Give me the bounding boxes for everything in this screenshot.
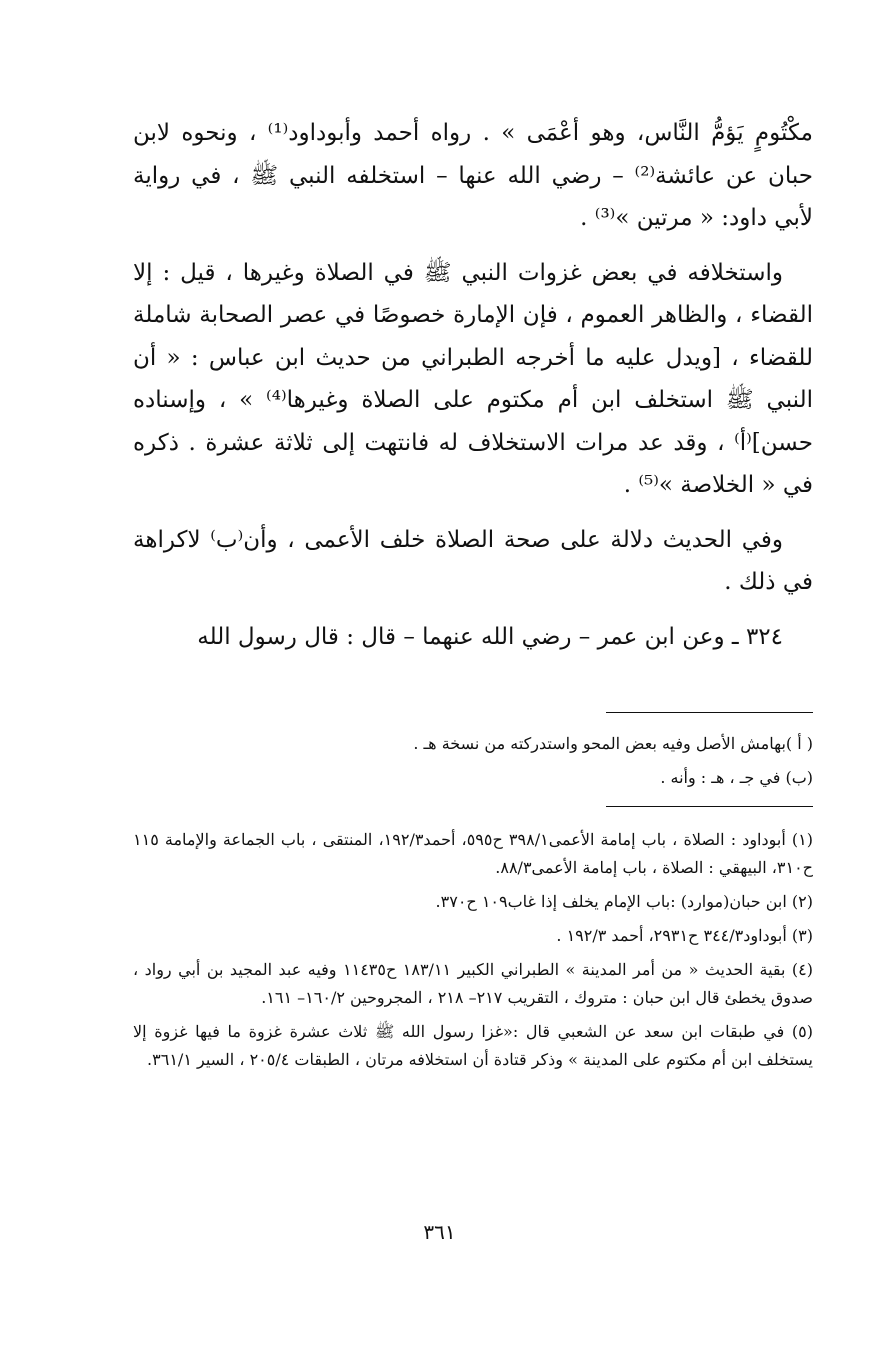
paragraph-istikhlaf: واستخلافه في بعض غزوات النبي ﷺ في الصلاة وغيرها ، قيل : إلا القضاء ، والظاهر العموم ، فإن الإمارة خصوصًا في عصر الصحابة شاملة للقضاء ، [ويدل عليه ما أخرجه الطبراني من حديث ابن عباس : « أن النبي ﷺ استخلف ابن أم مكتوم على الصلاة وغيرها⁽⁴⁾ » ، وإسناده حسن]⁽أ⁾ ، وقد عد مرات الاستخلاف له فانتهت إلى ثلاثة عشرة . ذكره في « الخلاصة »⁽⁵⁾ . bbox=[133, 259, 813, 498]
footnote-5: (٥) في طبقات ابن سعد عن الشعبي قال :«غزا رسول الله ﷺ ثلاث عشرة غزوة ما فيها غزوة إلا يستخلف ابن أم مكتوم على المدينة » وذكر قتادة أن استخلافه مرتان ، الطبقات ٢٠٥/٤ ، السير ٣٦١/١. bbox=[133, 1022, 813, 1069]
footnote-4: (٤) بقية الحديث « من أمر المدينة » الطبراني الكبير ١٨٣/١١ ح١١٤٣٥ وفيه عبد المجيد بن أبي رواد ، صدوق يخطئ قال ابن حبان : متروك ، التقريب ٢١٧– ٢١٨ ، المجروحين ١٦٠/٢– ١٦١. bbox=[133, 960, 813, 1007]
page-number: ٣٦١ bbox=[423, 1220, 456, 1244]
variant-note-a: ( أ )بهامش الأصل وفيه بعض المحو واستدركته من نسخة هـ . bbox=[413, 734, 813, 753]
footnotes bbox=[133, 826, 813, 1080]
footnote-3: (٣) أبوداود٣٤٤/٣ ح٢٩٣١، أحمد ١٩٢/٣ . bbox=[556, 926, 813, 945]
paragraph-hadith-324: ٣٢٤ ـ وعن ابن عمر – رضي الله عنهما – قال : قال رسول الله bbox=[197, 623, 783, 650]
footnotes-divider bbox=[606, 806, 813, 807]
footnote-1: (١) أبوداود : الصلاة ، باب إمامة الأعمى٣٩٨/١ ح٥٩٥، أحمد١٩٢/٣، المنتقى ، باب الجماعة والإمامة ١١٥ ح٣١٠، البيهقي : الصلاة ، باب إمامة الأعمى٨٨/٣. bbox=[133, 830, 813, 877]
variant-notes bbox=[133, 730, 813, 798]
main-text bbox=[133, 112, 813, 670]
variant-notes-divider bbox=[606, 712, 813, 713]
paragraph-continuation: مكْتُومٍ يَؤمُّ النَّاس، وهو أعْمَى » . رواه أحمد وأبوداود⁽¹⁾ ، ونحوه لابن حبان عن عائشة⁽²⁾ – رضي الله عنها – استخلفه النبي ﷺ ، في رواية لأبي داود: « مرتين »⁽³⁾ . bbox=[133, 120, 813, 231]
variant-note-b: (ب) في جـ ، هـ : وأنه . bbox=[660, 768, 813, 787]
footnote-2: (٢) ابن حبان(موارد) :باب الإمام يخلف إذا غاب١٠٩ ح٣٧٠. bbox=[435, 892, 813, 911]
paragraph-hadith-dalala: وفي الحديث دلالة على صحة الصلاة خلف الأعمى ، وأن⁽ب⁾ لاكراهة في ذلك . bbox=[133, 526, 813, 595]
